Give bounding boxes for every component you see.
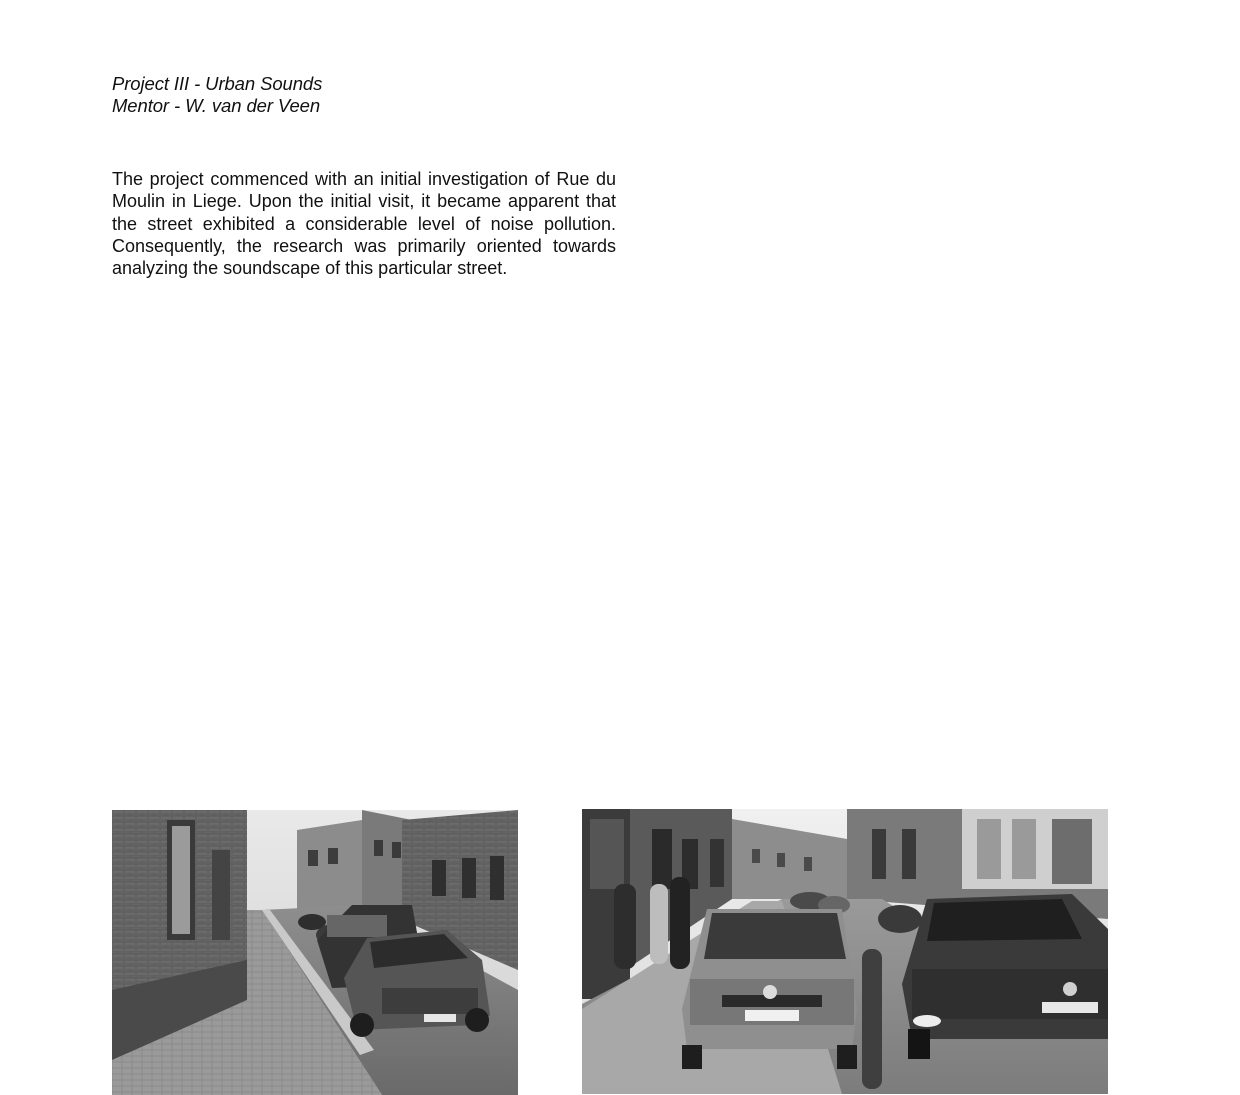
street-photo-right (582, 809, 1108, 1094)
project-header (112, 73, 322, 117)
street-photo-right-image (582, 809, 1108, 1094)
street-photo-left (112, 810, 518, 1095)
project-description: The project commenced with an initial investigation of Rue du Moulin in Liege. Upon the initial visit, it became apparent that the street exhibited a considerable level of noise pollution. Consequently, the research was primarily oriented towards analyzing the soundscape of this particular street. (112, 169, 616, 279)
project-title: Project III - Urban Sounds (112, 73, 323, 94)
project-mentor: Mentor - W. van der Veen (112, 95, 321, 116)
street-photo-left-image (112, 810, 518, 1095)
